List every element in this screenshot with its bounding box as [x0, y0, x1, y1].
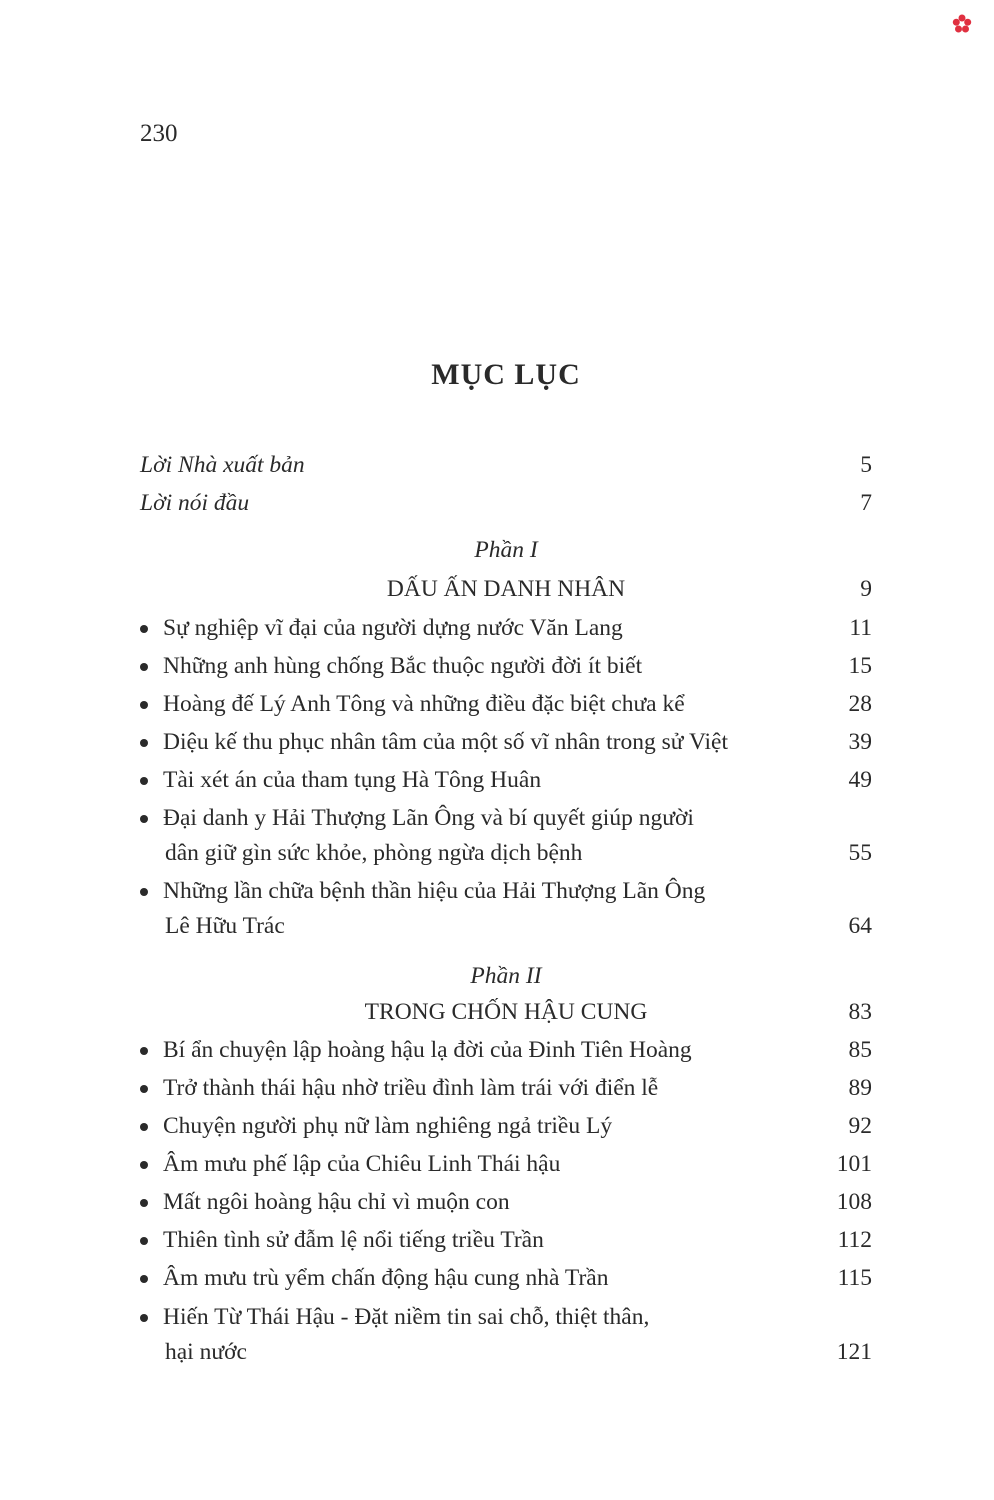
- toc-entry: [140, 611, 872, 645]
- bullet-icon: [140, 1314, 148, 1322]
- entry-title: Những lần chữa bệnh thần hiệu của Hải Thượng Lãn Ông: [163, 878, 706, 904]
- toc-entry: [140, 874, 872, 908]
- bullet-icon: [140, 663, 148, 671]
- entry-title: DẤU ẤN DANH NHÂN: [386, 576, 626, 602]
- entry-title: Tài xét án của tham tụng Hà Tông Huân: [163, 767, 542, 793]
- entry-title: Hoàng đế Lý Anh Tông và những điều đặc biệt chưa kể: [163, 691, 685, 717]
- entry-page-number: 39: [848, 729, 872, 755]
- entry-title: TRONG CHỐN HẬU CUNG: [364, 999, 648, 1025]
- entry-page-number: 121: [836, 1339, 872, 1365]
- toc-entry: [140, 486, 872, 520]
- bullet-icon: [140, 1199, 148, 1207]
- toc-entry: [140, 1185, 872, 1219]
- bullet-icon: [140, 1123, 148, 1131]
- toc-entry: [140, 909, 872, 943]
- entry-title: Trở thành thái hậu nhờ triều đình làm trái với điển lễ: [163, 1075, 659, 1101]
- toc-entry: [140, 1071, 872, 1105]
- bullet-icon: [140, 777, 148, 785]
- entry-page-number: 49: [848, 767, 872, 793]
- entry-title: hại nước: [165, 1339, 247, 1365]
- entry-title: Lời Nhà xuất bản: [140, 452, 305, 478]
- section-heading: [140, 572, 872, 606]
- entry-title: Phần II: [470, 963, 542, 989]
- entry-page-number: 15: [848, 653, 872, 679]
- toc-entry: [140, 1033, 872, 1067]
- part-heading: [140, 533, 872, 567]
- bullet-icon: [140, 1047, 148, 1055]
- entry-title: Lời nói đầu: [140, 490, 250, 516]
- entry-title: dân giữ gìn sức khỏe, phòng ngừa dịch bệnh: [165, 840, 583, 866]
- toc-entry: [140, 1223, 872, 1257]
- entry-page-number: 28: [848, 691, 872, 717]
- toc-entry: [140, 448, 872, 482]
- bullet-icon: [140, 815, 148, 823]
- entry-page-number: 89: [848, 1075, 872, 1101]
- entry-title: Hiến Từ Thái Hậu - Đặt niềm tin sai chỗ, thiệt thân,: [163, 1304, 650, 1330]
- toc-entry: [140, 1109, 872, 1143]
- red-flower-icon: [952, 14, 972, 34]
- bullet-icon: [140, 1161, 148, 1169]
- entry-title: Sự nghiệp vĩ đại của người dựng nước Văn Lang: [163, 615, 623, 641]
- entry-page-number: 108: [836, 1189, 872, 1215]
- entry-title: Chuyện người phụ nữ làm nghiêng ngả triều Lý: [163, 1113, 613, 1139]
- bullet-icon: [140, 701, 148, 709]
- toc-entry: [140, 801, 872, 835]
- bullet-icon: [140, 1275, 148, 1283]
- bullet-icon: [140, 1085, 148, 1093]
- toc-entry: [140, 1300, 872, 1334]
- entry-page-number: 85: [848, 1037, 872, 1063]
- entry-title: Âm mưu trù yểm chấn động hậu cung nhà Trần: [163, 1265, 609, 1291]
- entry-page-number: 112: [837, 1227, 872, 1253]
- bullet-icon: [140, 625, 148, 633]
- bullet-icon: [140, 739, 148, 747]
- toc-title: MỤC LỤC: [431, 358, 581, 391]
- entry-title: Bí ẩn chuyện lập hoàng hậu lạ đời của Đinh Tiên Hoàng: [163, 1037, 692, 1063]
- entry-title: Âm mưu phế lập của Chiêu Linh Thái hậu: [163, 1151, 561, 1177]
- entry-title: Lê Hữu Trác: [165, 913, 285, 939]
- entry-page-number: 9: [860, 576, 872, 602]
- toc-entry: [140, 725, 872, 759]
- toc-entry: [140, 1147, 872, 1181]
- entry-page-number: 5: [860, 452, 872, 478]
- entry-title: Diệu kế thu phục nhân tâm của một số vĩ nhân trong sử Việt: [163, 729, 728, 755]
- toc-entry: [140, 1335, 872, 1369]
- section-heading: [140, 995, 872, 1029]
- entry-title: Mất ngôi hoàng hậu chỉ vì muộn con: [163, 1189, 510, 1215]
- entry-title: Thiên tình sử đẫm lệ nổi tiếng triều Trần: [163, 1227, 544, 1253]
- bullet-icon: [140, 888, 148, 896]
- entry-page-number: 55: [848, 840, 872, 866]
- toc-entry: [140, 836, 872, 870]
- entry-page-number: 101: [836, 1151, 872, 1177]
- entry-title: Những anh hùng chống Bắc thuộc người đời ít biết: [163, 653, 643, 679]
- part-heading: [140, 959, 872, 993]
- entry-page-number: 115: [837, 1265, 872, 1291]
- toc-entry: [140, 1261, 872, 1295]
- toc-entry: [140, 687, 872, 721]
- page-number: 230: [140, 120, 178, 147]
- toc-entry: [140, 649, 872, 683]
- entry-page-number: 7: [860, 490, 872, 516]
- entry-page-number: 92: [848, 1113, 872, 1139]
- entry-title: Đại danh y Hải Thượng Lãn Ông và bí quyết giúp người: [163, 805, 694, 831]
- bullet-icon: [140, 1237, 148, 1245]
- entry-title: Phần I: [474, 537, 538, 563]
- entry-page-number: 64: [848, 913, 872, 939]
- toc-entry: [140, 763, 872, 797]
- entry-page-number: 83: [848, 999, 872, 1025]
- entry-page-number: 11: [849, 615, 872, 641]
